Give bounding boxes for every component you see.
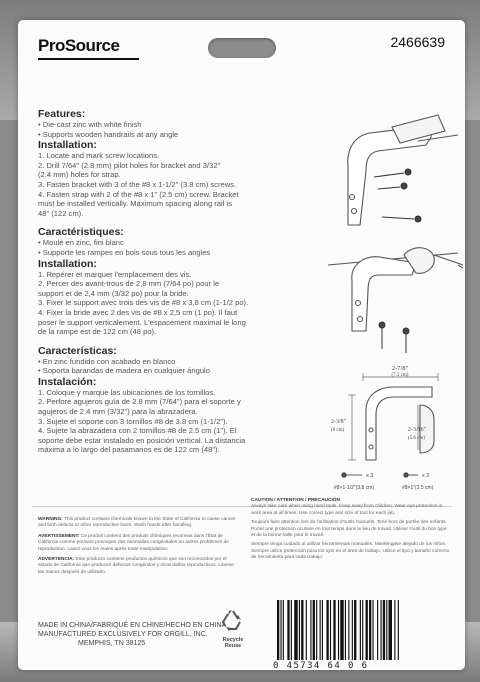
french-install-line: support et de 2,4 mm (3/32 po) pour la bride. — [38, 288, 189, 298]
barcode-bar — [301, 600, 303, 660]
instruction-text — [38, 108, 308, 455]
barcode-bar — [326, 600, 328, 660]
french-features-title: Caractéristiques: — [38, 226, 124, 239]
barcode-bar — [322, 600, 323, 660]
barcode-bar — [372, 600, 373, 660]
barcode-bar — [377, 600, 378, 660]
spanish-install-line: agujeros de 2.4 mm (3/32") para la abrazadera. — [38, 407, 198, 417]
screw2-label: #8×1"(2.5 cm) — [402, 485, 434, 491]
spanish-install-title: Instalación: — [38, 375, 97, 388]
barcode-bar — [389, 600, 392, 660]
upc-barcode — [273, 600, 448, 660]
spanish-feature-line: • En zinc fundido con acabado en blanco — [38, 356, 176, 366]
caution-block — [251, 498, 451, 562]
barcode-bar — [383, 600, 385, 660]
avertissement-lead: AVERTISSEMENT: — [38, 533, 80, 539]
screw1-count: x 3 — [366, 473, 374, 479]
screw2-count: x 2 — [422, 473, 430, 479]
english-install-title: Installation: — [38, 139, 97, 152]
english-install-line: 3. Fasten bracket with 3 of the #8 x 1-1/2" (3.8 cm) screws. — [38, 179, 237, 189]
english-install-line: must be installed vertically. Maximum spacing along rail is — [38, 199, 232, 209]
barcode-bar — [352, 600, 353, 660]
french-install-line: 4. Fixer la bride avec 2 des vis de #8 x 2,5 cm (1 po). Il faut — [38, 307, 238, 317]
french-install-line: de la rampe est de 122 cm (48 po). — [38, 327, 157, 337]
barcode-bar — [366, 600, 368, 660]
caution-spanish: Siempre tenga cuidado al utilizar herramientas manuales. Manténgase alejado de los niños. Siempre utilice protección para los ojos en el área de trabajo. Utilice el tipo y tamaño correcto de herramienta para cada trabajo. — [251, 542, 450, 561]
french-feature-line: • Moulé en zinc, fini blanc — [38, 238, 124, 248]
barcode-bar — [354, 600, 356, 660]
dimension-strap-cm: (5.6 cm) — [408, 436, 425, 441]
barcode-bar — [362, 600, 363, 660]
barcode-bar — [398, 600, 399, 660]
screw-legend-icons — [342, 473, 418, 477]
barcode-bar — [360, 600, 361, 660]
barcode-digits: 0 45734 64 0 6 — [273, 661, 369, 670]
advertencia-text: Este producto contiene productos químicos que son reconocidos por el estado de California que producen defectos congénitos y otros daños reproductivos. Lávese las manos después de utilizarlo. — [38, 557, 234, 575]
spanish-install-line: 4. Sujete la abrazadera con 2 tornillos #8 de 2.5 cm (1"). El — [38, 426, 237, 436]
french-install-line: poser le support verticalement. L'espacement maximal le long — [38, 317, 246, 327]
caution-english: Always take care when using hand tools. Keep away from children. Wear eye protection in work area at all times. Use correct type and size of tool for each job. — [251, 504, 443, 516]
english-install-line: (2.4 mm) holes for strap. — [38, 170, 121, 180]
english-feature-line: • Supports wooden handrails at any angle — [38, 129, 179, 139]
spanish-install-line: 3. Sujete el soporte con 3 tornillos #8 de 3.8 cm (1-1/2"). — [38, 416, 228, 426]
barcode-bar — [283, 600, 284, 660]
bracket-angle-illustration — [348, 115, 458, 225]
caution-french: Toujours faire attention lors de l'utilisation d'outils manuels. Tenir hors de portée des enfants. Porter une protection oculaire en tout temps dans le lieu de travail. Utiliser l'outil du bon type et de la bonne taille pour le travail. — [251, 520, 447, 539]
brand-underline — [38, 58, 139, 60]
barcode-bar — [280, 600, 281, 660]
bracket-wall-illustration — [328, 248, 463, 331]
dimension-strap-label: 2-3/16" — [408, 427, 427, 433]
french-install-line: 2. Percer des avant-trous de 2,8 mm (7/64 po) pour le — [38, 279, 220, 289]
barcode-bar — [287, 600, 289, 660]
barcode-bar — [381, 600, 382, 660]
avertissement-text: Ce produit contient des produits chimiques reconnus dans l'État de Californie comme pouvant provoquer des anomalies congénitales ou autres problèmes de reproduction. Lavez vous les mains après toute manipulation. — [38, 533, 229, 552]
caution-title: CAUTION / ATTENTION / PRECAUCIÓN — [251, 498, 341, 503]
barcode-bar — [340, 600, 343, 660]
barcode-bar — [294, 600, 297, 660]
english-install-line: 2. Drill 7/64" (2.8 mm) pilot holes for bracket and 3/32" — [38, 160, 221, 170]
barcode-bar — [348, 600, 349, 660]
origin-line: MADE IN CHINA/FABRIQUÉ EN CHINE/HECHO EN CHINA — [38, 622, 227, 629]
barcode-bar — [291, 600, 292, 660]
spanish-install-line: 1. Coloque y marque las ubicaciones de los tornillos. — [38, 387, 216, 397]
bracket-profile-illustration — [366, 387, 434, 460]
dimension-width-cm: (7.3 cm) — [391, 373, 409, 378]
barcode-bar — [320, 600, 321, 660]
advertencia-lead: ADVERTENCIA: — [38, 557, 75, 563]
hang-hole — [208, 38, 276, 58]
barcode-bar — [386, 600, 387, 660]
french-install-line: 3. Fixer le support avec trois des vis de #8 x 3,8 cm (1-1/2 po). — [38, 298, 249, 308]
origin-footer — [38, 621, 226, 648]
reuse-label: Reuse — [224, 643, 242, 650]
english-install-line: 48" (122 cm). — [38, 208, 84, 218]
barcode-bar — [316, 600, 317, 660]
spanish-feature-line: • Soporta barandas de madera en cualquier ángulo — [38, 366, 210, 376]
prop65-warnings — [38, 517, 238, 576]
screw-icons-top — [374, 169, 421, 222]
barcode-bar — [369, 600, 371, 660]
french-feature-line: • Supporte les rampes en bois sous tous les angles — [38, 247, 211, 257]
recycle-label: Recycle — [222, 637, 244, 643]
barcode-bar — [333, 600, 335, 660]
screw-icons-middle — [379, 322, 409, 353]
dimension-height-label: 2-3/8" — [331, 419, 347, 425]
barcode-bar — [330, 600, 331, 660]
installation-diagram — [308, 105, 463, 500]
barcode-bar — [306, 600, 307, 660]
spanish-install-line: soporte debe estar instalado en posición vertical. La distancia — [38, 435, 246, 445]
barcode-bar — [394, 600, 395, 660]
manufacturer-line: MANUFACTURED EXCLUSIVELY FOR ORGILL, INC. — [38, 631, 208, 638]
dimension-height-cm: (6 cm) — [331, 428, 345, 433]
english-install-line: 4. Fasten strap with 2 of the #8 x 1" (2.5 cm) screw. Bracket — [38, 189, 239, 199]
product-card — [18, 20, 465, 670]
french-install-line: 1. Repérer et marquer l'emplacement des vis. — [38, 269, 192, 279]
dimension-width-label: 2-7/8" — [391, 365, 409, 372]
english-feature-line: • Die-cast zinc with white finish — [38, 120, 142, 129]
address-line: MEMPHIS, TN 38125 — [78, 640, 146, 647]
english-install-line: 1. Locate and mark screw locations. — [38, 151, 160, 161]
barcode-bar — [277, 600, 279, 660]
brand-logo: ProSource — [38, 36, 120, 55]
barcode-bar — [299, 600, 300, 660]
barcode-bar — [313, 600, 315, 660]
barcode-bar — [338, 600, 339, 660]
spanish-features-title: Características: — [38, 344, 117, 357]
recycle-icon — [220, 608, 246, 632]
barcode-bar — [310, 600, 311, 660]
spanish-install-line: máxima a lo largo del pasamanos es de 122 cm (48"). — [38, 445, 220, 455]
warning-lead: WARNING: — [38, 517, 63, 522]
french-install-title: Installation: — [38, 257, 97, 270]
spanish-install-line: 2. Perfore agujeros guía de 2.8 mm (7/64") para el soporte y — [38, 397, 241, 407]
screw1-label: #8×1-1/2"(3.8 cm) — [334, 485, 374, 491]
sku-number: 2466639 — [390, 34, 445, 50]
barcode-bar — [345, 600, 346, 660]
english-features-title: Features: — [38, 108, 86, 120]
recycle-badge — [213, 608, 253, 649]
warning-text: This product contains chemicals known to the State of California to cause cancer and birth defects or other reproductive harm. Wash hands after handling. — [38, 517, 236, 529]
